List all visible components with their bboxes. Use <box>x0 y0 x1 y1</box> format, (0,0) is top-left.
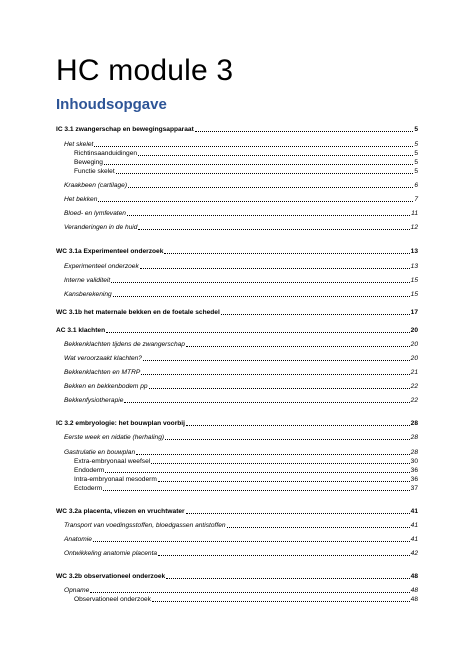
toc-entry-title: Endoderm <box>74 467 105 474</box>
toc-entry[interactable] <box>64 549 418 558</box>
toc-leader-dots <box>158 481 410 482</box>
toc-entry[interactable] <box>74 158 418 167</box>
toc-page-number: 5 <box>414 141 418 148</box>
toc-entry[interactable] <box>64 433 418 442</box>
toc-entry-title: Transport van voedingsstoffen, bloedgassen antistoffen <box>64 522 226 529</box>
toc-entry-title: Interne validiteit <box>64 277 111 284</box>
toc-page-number: 22 <box>410 397 418 404</box>
toc-leader-dots <box>186 346 410 347</box>
toc-entry[interactable] <box>64 521 418 530</box>
toc-entry-title: Veranderingen in de huid <box>64 224 138 231</box>
toc-section-entry[interactable] <box>56 308 418 317</box>
toc-entry-title: Het skelet <box>64 141 94 148</box>
toc-entry[interactable] <box>64 382 418 391</box>
toc-leader-dots <box>186 425 410 426</box>
toc-page-number: 12 <box>410 224 418 231</box>
toc-entry[interactable] <box>64 448 418 457</box>
toc-leader-dots <box>106 332 410 333</box>
toc-page-number: 20 <box>410 355 418 362</box>
toc-section-entry[interactable] <box>56 507 418 516</box>
toc-page-number: 13 <box>410 263 418 270</box>
toc-leader-dots <box>227 527 410 528</box>
toc-leader-dots <box>166 578 409 579</box>
toc-entry-title: Kansberekening <box>64 291 112 298</box>
toc-page-number: 17 <box>410 309 418 316</box>
toc-entry[interactable] <box>64 262 418 271</box>
toc-entry[interactable] <box>64 368 418 377</box>
toc-section-entry[interactable] <box>56 125 418 134</box>
toc-entry[interactable] <box>64 209 418 218</box>
toc-leader-dots <box>124 402 409 403</box>
toc-page-number: 41 <box>410 536 418 543</box>
toc-leader-dots <box>93 541 410 542</box>
toc-page-number: 48 <box>410 587 418 594</box>
toc-entry[interactable] <box>64 396 418 405</box>
toc-entry-title: Beweging <box>74 159 103 166</box>
toc-entry-title: Eerste week en nidatie (herhaling) <box>64 434 165 441</box>
toc-page-number: 11 <box>411 210 418 217</box>
toc-entry-title: WC 3.2b observationeel onderzoek <box>56 573 166 580</box>
toc-leader-dots <box>164 253 409 254</box>
toc-leader-dots <box>103 490 409 491</box>
toc-leader-dots <box>165 439 410 440</box>
toc-entry[interactable] <box>74 167 418 176</box>
toc-entry-title: WC 3.2a placenta, vliezen en vruchtwater <box>56 508 185 515</box>
toc-entry-title: Wat veroorzaakt klachten? <box>64 355 142 362</box>
toc-entry-title: Ontwikkeling anatomie placenta <box>64 550 158 557</box>
toc-entry[interactable] <box>74 475 418 484</box>
toc-leader-dots <box>221 314 410 315</box>
toc-entry-title: WC 3.1b het maternale bekken en de foetale schedel <box>56 309 220 316</box>
toc-page-number: 5 <box>414 150 418 157</box>
toc-page-number: 28 <box>410 449 418 456</box>
toc-leader-dots <box>136 454 410 455</box>
toc-entry-title: Gastrulatie en bouwplan <box>64 449 136 456</box>
toc-entry-title: Het bekken <box>64 196 98 203</box>
toc-page-number: 48 <box>410 573 418 580</box>
toc-leader-dots <box>143 360 410 361</box>
toc-entry-title: Ectoderm <box>74 485 103 492</box>
toc-page-number: 30 <box>410 458 418 465</box>
toc-entry[interactable] <box>64 586 418 595</box>
toc-page-number: 28 <box>410 434 418 441</box>
toc-leader-dots <box>138 155 413 156</box>
toc-entry-title: Functie skelet <box>74 168 115 175</box>
toc-leader-dots <box>116 173 414 174</box>
toc-section-entry[interactable] <box>56 419 418 428</box>
toc-entry-title: Experimenteel onderzoek <box>64 263 139 270</box>
toc-leader-dots <box>104 164 413 165</box>
toc-entry[interactable] <box>74 457 418 466</box>
toc-entry-title: WC 3.1a Experimenteel onderzoek <box>56 248 164 255</box>
toc-leader-dots <box>158 555 410 556</box>
toc-page-number: 37 <box>410 485 418 492</box>
toc-page-number: 22 <box>410 383 418 390</box>
toc-entry-title: AC 3.1 klachten <box>56 327 106 334</box>
toc-entry[interactable] <box>64 140 418 149</box>
toc-entry-title: Extra-embryonaal weefsel <box>74 458 151 465</box>
toc-entry[interactable] <box>74 595 418 604</box>
toc-leader-dots <box>195 131 414 132</box>
toc-entry[interactable] <box>64 535 418 544</box>
toc-entry[interactable] <box>64 276 418 285</box>
toc-page-number: 7 <box>414 196 418 203</box>
toc-leader-dots <box>105 472 409 473</box>
toc-page-number: 20 <box>410 341 418 348</box>
toc-leader-dots <box>90 592 409 593</box>
toc-entry-title: IC 3.2 embryologie: het bouwplan voorbij <box>56 420 185 427</box>
toc-page-number: 41 <box>410 508 418 515</box>
toc-entry-title: Opname <box>64 587 90 594</box>
toc-leader-dots <box>94 146 413 147</box>
toc-entry-title: Bekkenklachten tijdens de zwangerschap <box>64 341 185 348</box>
toc-page-number: 5 <box>414 126 418 133</box>
toc-entry-title: Anatomie <box>64 536 92 543</box>
toc-entry[interactable] <box>64 290 418 299</box>
toc-entry-title: Kraakbeen (cartilage) <box>64 182 128 189</box>
toc-entry-title: Richtinsaanduidingen <box>74 150 138 157</box>
toc-leader-dots <box>113 296 410 297</box>
toc-page-number: 15 <box>410 277 418 284</box>
toc-entry-title: Bloed- en lymfevaten <box>64 210 126 217</box>
toc-entry[interactable] <box>64 181 418 190</box>
toc-entry[interactable] <box>74 149 418 158</box>
toc-leader-dots <box>141 374 409 375</box>
toc-page-number: 36 <box>410 467 418 474</box>
toc-entry-title: Bekkenfysiotherapie <box>64 397 124 404</box>
toc-page-number: 41 <box>410 522 418 529</box>
toc-entry-title: Bekkenklachten en MTRP <box>64 369 141 376</box>
toc-leader-dots <box>149 388 410 389</box>
toc-entry[interactable] <box>74 466 418 475</box>
toc-page-number: 6 <box>414 182 418 189</box>
toc-entry[interactable] <box>74 484 418 493</box>
toc-leader-dots <box>111 282 409 283</box>
toc-section-entry[interactable] <box>56 572 418 581</box>
toc-leader-dots <box>140 268 410 269</box>
toc-page-number: 28 <box>410 420 418 427</box>
toc-page-number: 5 <box>414 168 418 175</box>
toc-section-entry[interactable] <box>56 326 418 335</box>
toc-leader-dots <box>127 215 410 216</box>
toc-section-entry[interactable] <box>56 247 418 256</box>
toc-entry-title: Observationeel onderzoek <box>74 596 151 603</box>
toc-page-number: 48 <box>410 596 418 603</box>
toc-entry[interactable] <box>64 195 418 204</box>
toc-leader-dots <box>98 201 413 202</box>
toc-entry-title: Bekken en bekkenbodem pp <box>64 383 148 390</box>
toc-page-number: 20 <box>410 327 418 334</box>
document-title: HC module 3 <box>56 54 234 87</box>
toc-leader-dots <box>186 513 410 514</box>
toc-page-number: 5 <box>414 159 418 166</box>
toc-entry[interactable] <box>64 340 418 349</box>
toc-leader-dots <box>128 187 413 188</box>
toc-heading: Inhoudsopgave <box>56 96 167 113</box>
toc-leader-dots <box>152 601 410 602</box>
toc-page-number: 15 <box>410 291 418 298</box>
toc-entry-title: Intra-embryonaal mesoderm <box>74 476 157 483</box>
toc-page-number: 21 <box>410 369 418 376</box>
toc-entry-title: IC 3.1 zwangerschap en bewegingsapparaat <box>56 126 194 133</box>
toc-page-number: 36 <box>410 476 418 483</box>
toc-entry[interactable] <box>64 223 418 232</box>
toc-page-number: 13 <box>410 248 418 255</box>
toc-page-number: 42 <box>410 550 418 557</box>
toc-leader-dots <box>151 463 409 464</box>
toc-entry[interactable] <box>64 354 418 363</box>
toc-leader-dots <box>138 229 409 230</box>
